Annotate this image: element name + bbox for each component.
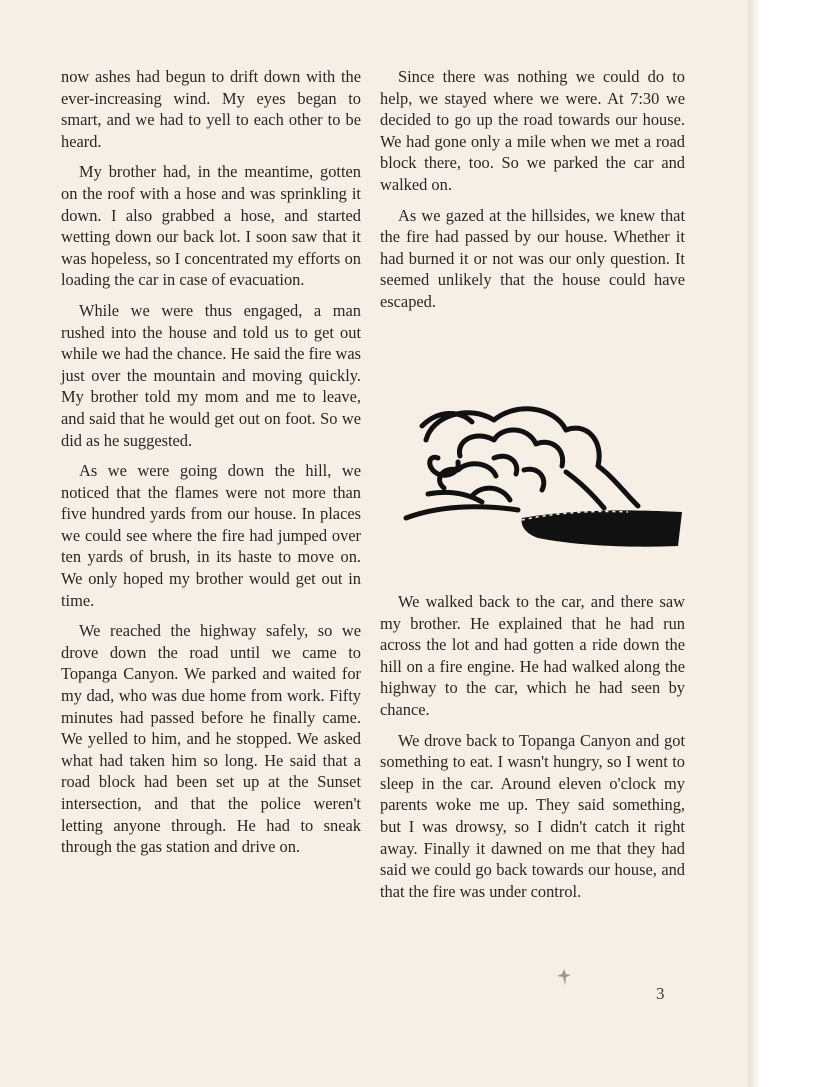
paragraph: Since there was nothing we could do to help, we stayed where we were. At 7:30 we decided to go up the road towards our house. We had gone only a mile when we met a road block there, too. So we parked the car and walked on.: [380, 67, 685, 194]
ink-smudge-icon: [556, 968, 572, 986]
paragraph: While we were thus engaged, a man rushed into the house and told us to get out while we had the chance. He said the fire was just over the mountain and moving quickly. My brother told my mom and me to leave, and said that he would get out on foot. So we did as he suggested.: [61, 300, 361, 450]
paragraph: As we were going down the hill, we noticed that the flames were not more than five hundred yards from our house. In places we could see where the fire had jumped over ten yards of brush, in its haste to move on. We only hoped my brother would get out in time.: [61, 461, 361, 610]
right-text-column-bottom: [380, 591, 685, 911]
paragraph: We drove back to Topanga Canyon and got something to eat. I wasn't hungry, so I went to sleep in the car. Around eleven o'clock my parents woke me up. They said something, but I was drowsy, so I didn't catch it right away. Finally it dawned on me that they had said we could go back towards our house, and that the fire was under control.: [380, 730, 685, 901]
paragraph: My brother had, in the meantime, gotten on the roof with a hose and was sprinkling it down. I also grabbed a hose, and started wetting down our back lot. I soon saw that it was hopeless, so I concentrated my efforts on loading the car in case of evacuation.: [61, 162, 361, 290]
paragraph: As we gazed at the hillsides, we knew that the fire had passed by our house. Whether it had burned it or not was our only question. It seemed unlikely that the house could have escaped.: [380, 205, 685, 311]
paragraph: We walked back to the car, and there saw my brother. He explained that he had run across the lot and had gotten a ride down the hill on a fire engine. He had walked along the highway to the car, which he had seen by chance.: [380, 592, 685, 719]
smoke-over-hillside-icon: [398, 396, 686, 566]
page-number: 3: [656, 984, 665, 1003]
page-edge: [748, 0, 760, 1087]
left-text-column: [61, 66, 361, 867]
smoke-illustration: [398, 396, 686, 566]
paragraph: We reached the highway safely, so we drove down the road until we came to Topanga Canyon. We parked and waited for my dad, who was due home from work. Fifty minutes had passed before he finally came. We yelled to him, and he stopped. We asked what had taken him so long. He said that a road block had been set up at the Sunset intersection, and that the police weren't letting anyone through. He had to sneak through the gas station and drive on.: [61, 621, 361, 857]
right-text-column-top: [380, 66, 685, 313]
paragraph: now ashes had begun to drift down with the ever-increasing wind. My eyes began to smart, and we had to yell to each other to be heard.: [61, 67, 361, 151]
